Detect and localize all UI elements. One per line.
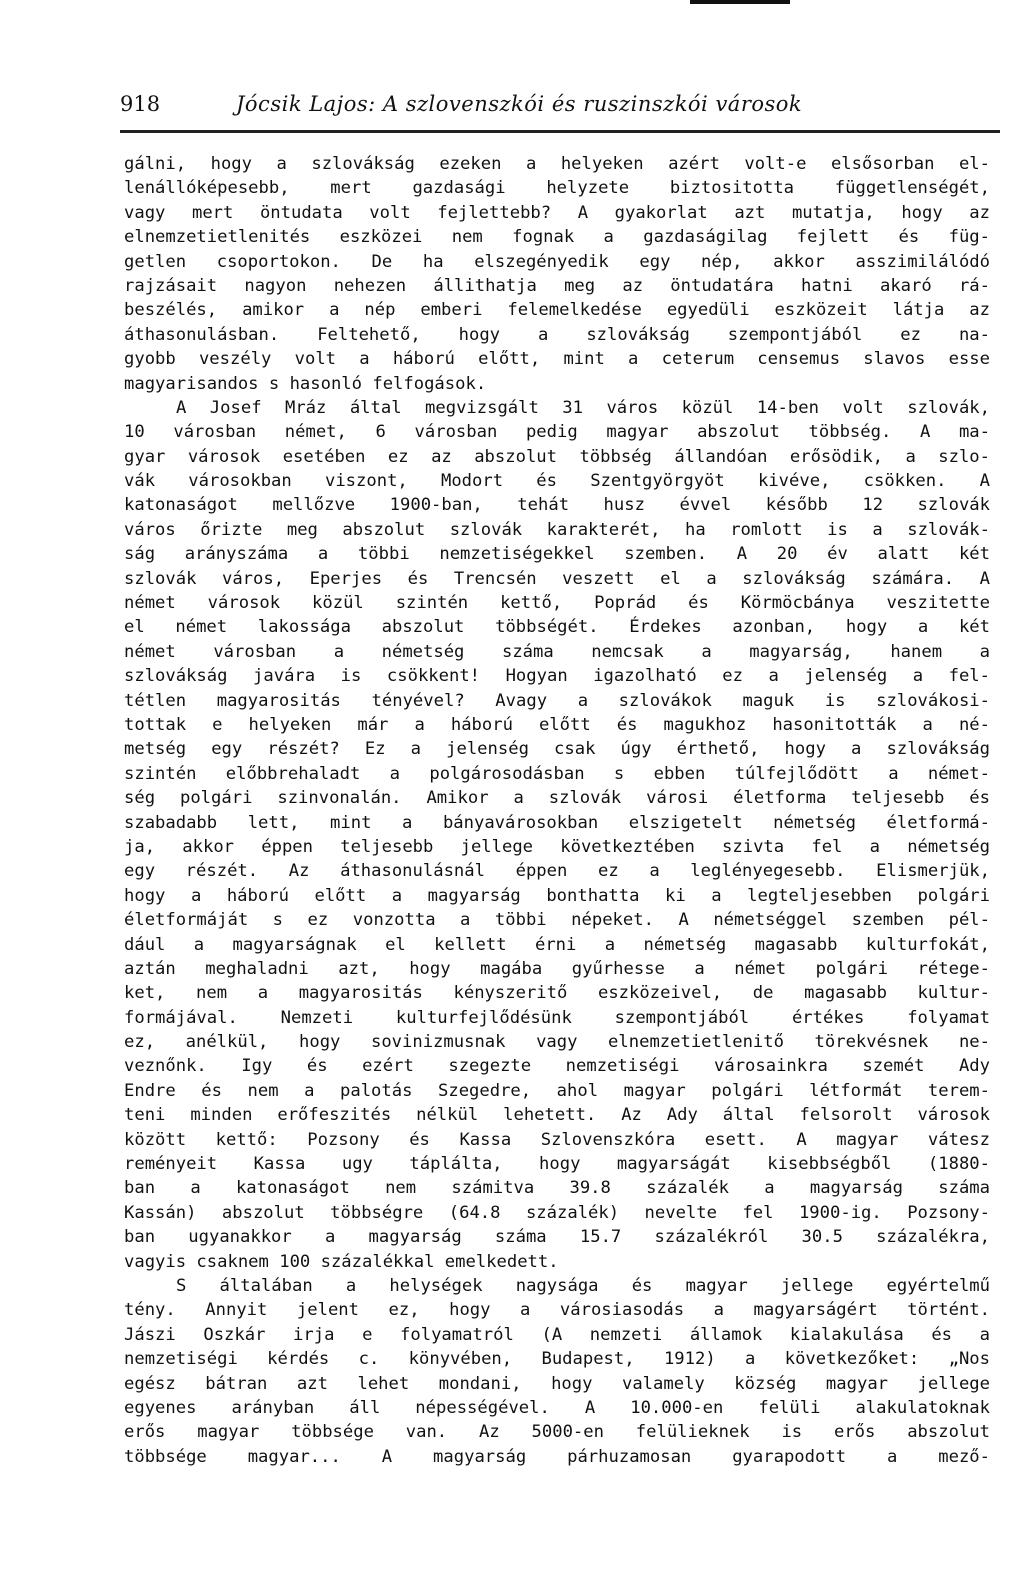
text-line: el német lakossága abszolut többségét. Érdekes azonban, hogy a két [124, 617, 990, 638]
text-line: ja, akkor éppen teljesebb jellege következtében szivta fel a németség [124, 836, 990, 857]
text-line: egész bátran azt lehet mondani, hogy valamely község magyar jellege [124, 1373, 990, 1394]
text-line: Jászi Oszkár irja e folyamatról (A nemzeti államok kialakulása és a [124, 1324, 990, 1345]
text-line: hogy a háború előtt a magyarság bonthatta ki a legteljesebben polgári [124, 885, 990, 906]
text-line: vagyis csaknem 100 százalékkal emelkedett. [124, 1251, 559, 1272]
text-line: reményeit Kassa ugy táplálta, hogy magyarságát kisebbségből (1880- [124, 1154, 990, 1175]
text-line: szabadabb lett, mint a bányavárosokban elszigetelt németség életformá- [124, 812, 990, 833]
top-edge-mark [690, 0, 790, 4]
text-line: többsége magyar... A magyarság párhuzamosan gyarapodott a mező- [124, 1446, 990, 1467]
text-line: veznőnk. Igy és ezért szegezte nemzetiségi városainkra szemét Ady [124, 1056, 990, 1077]
running-title: Jócsik Lajos: A szlovenszkói és ruszinszkói városok [236, 92, 803, 116]
text-line: getlen csoportokon. De ha elszegényedik egy nép, akkor asszimilálódó [124, 251, 990, 272]
text-line: vagy mert öntudata volt fejlettebb? A gyakorlat azt mutatja, hogy az [124, 202, 990, 223]
text-line: ket, nem a magyarositás kényszeritő eszközeivel, de magasabb kultur- [124, 983, 990, 1004]
text-line: tottak e helyeken már a háború előtt és magukhoz hasonitották a né- [124, 714, 990, 735]
text-line: erős magyar többsége van. Az 5000-en felülieknek is erős abszolut [124, 1422, 990, 1443]
text-line: rajzásait nagyon nehezen állithatja meg az öntudatára hatni akaró rá- [124, 275, 990, 296]
text-line: elnemzetietlenités eszközei nem fognak a gazdaságilag fejlett és füg- [124, 227, 990, 248]
text-line: szlovák város, Eperjes és Trencsén veszett el a szlovákság számára. A [124, 568, 990, 589]
text-line: német városok közül szintén kettő, Poprád és Körmöcbánya veszitette [124, 593, 990, 614]
text-line: beszélés, amikor a nép emberi felemelkedése egyedüli eszközeit látja az [124, 300, 990, 321]
text-line: ság arányszáma a többi nemzetiségekkel szemben. A 20 év alatt két [124, 544, 990, 565]
text-line: áthasonulásban. Feltehető, hogy a szlovákság szempontjából ez na- [124, 324, 990, 345]
text-line: ség polgári szinvonalán. Amikor a szlovák városi életforma teljesebb és [124, 788, 990, 809]
text-line: ez, anélkül, hogy sovinizmusnak vagy elnemzetietlenitő törekvésnek ne- [124, 1032, 990, 1053]
text-line: között kettő: Pozsony és Kassa Szlovenszkóra esett. A magyar vátesz [124, 1129, 990, 1150]
body-text [124, 152, 990, 1469]
text-line: vák városokban viszont, Modort és Szentgyörgyöt kivéve, csökken. A [124, 471, 990, 492]
text-line: gyobb veszély volt a háború előtt, mint a ceterum censemus slavos esse [124, 349, 990, 370]
text-line: S általában a helységek nagysága és magyar jellege egyértelmű [176, 1275, 990, 1296]
header-rule [120, 130, 1000, 133]
text-line: szintén előbbrehaladt a polgárosodásban s ebben túlfejlődött a német- [124, 763, 990, 784]
text-line: gyar városok esetében ez az abszolut többség állandóan erősödik, a szlo- [124, 446, 990, 467]
text-line: metség egy részét? Ez a jelenség csak úgy érthető, hogy a szlovákság [124, 739, 990, 760]
text-line: Kassán) abszolut többségre (64.8 százalék) nevelte fel 1900-ig. Pozsony- [124, 1202, 990, 1223]
text-line: város őrizte meg abszolut szlovák karakterét, ha romlott is a szlovák- [124, 519, 990, 540]
text-line: szlovákság javára is csökkent! Hogyan igazolható ez a jelenség a fel- [124, 666, 990, 687]
text-line: A Josef Mráz által megvizsgált 31 város közül 14-ben volt szlovák, [176, 397, 990, 418]
text-line: 10 városban német, 6 városban pedig magyar abszolut többség. A ma- [124, 422, 990, 443]
text-line: dául a magyarságnak el kellett érni a németség magasabb kulturfokát, [124, 934, 990, 955]
text-line: nemzetiségi kérdés c. könyvében, Budapest, 1912) a következőket: „Nos [124, 1349, 990, 1370]
text-line: gálni, hogy a szlovákság ezeken a helyeken azért volt-e elsősorban el- [124, 154, 990, 174]
text-line: magyarisandos s hasonló felfogások. [124, 373, 487, 394]
text-line: életformáját s ez vonzotta a többi népeket. A németséggel szemben pél- [124, 910, 990, 931]
text-line: aztán meghaladni azt, hogy magába gyűrhesse a német polgári rétege- [124, 958, 990, 979]
page-header [120, 92, 900, 132]
page-number: 918 [120, 92, 161, 116]
text-line: ban ugyanakkor a magyarság száma 15.7 százalékról 30.5 százalékra, [124, 1227, 990, 1248]
text-line: tény. Annyit jelent ez, hogy a városiasodás a magyarságért történt. [124, 1300, 990, 1321]
text-line: Endre és nem a palotás Szegedre, ahol magyar polgári létformát terem- [124, 1080, 990, 1101]
text-line: egy részét. Az áthasonulásnál éppen ez a leglényegesebb. Elismerjük, [124, 861, 990, 882]
text-line: ban a katonaságot nem számitva 39.8 százalék a magyarság száma [124, 1178, 990, 1199]
text-line: teni minden erőfeszités nélkül lehetett. Az Ady által felsorolt városok [124, 1105, 990, 1126]
text-line: tétlen magyarositás tényével? Avagy a szlovákok maguk is szlovákosi- [124, 690, 990, 711]
text-line: lenállóképesebb, mert gazdasági helyzete biztositotta függetlenségét, [124, 178, 990, 199]
text-line: egyenes arányban áll népességével. A 10.000-en felüli alakulatoknak [124, 1397, 990, 1418]
text-line: német városban a németség száma nemcsak a magyarság, hanem a [124, 641, 990, 662]
text-line: formájával. Nemzeti kulturfejlődésünk szempontjából értékes folyamat [124, 1007, 990, 1028]
text-line: katonaságot mellőzve 1900-ban, tehát husz évvel később 12 szlovák [124, 495, 990, 516]
